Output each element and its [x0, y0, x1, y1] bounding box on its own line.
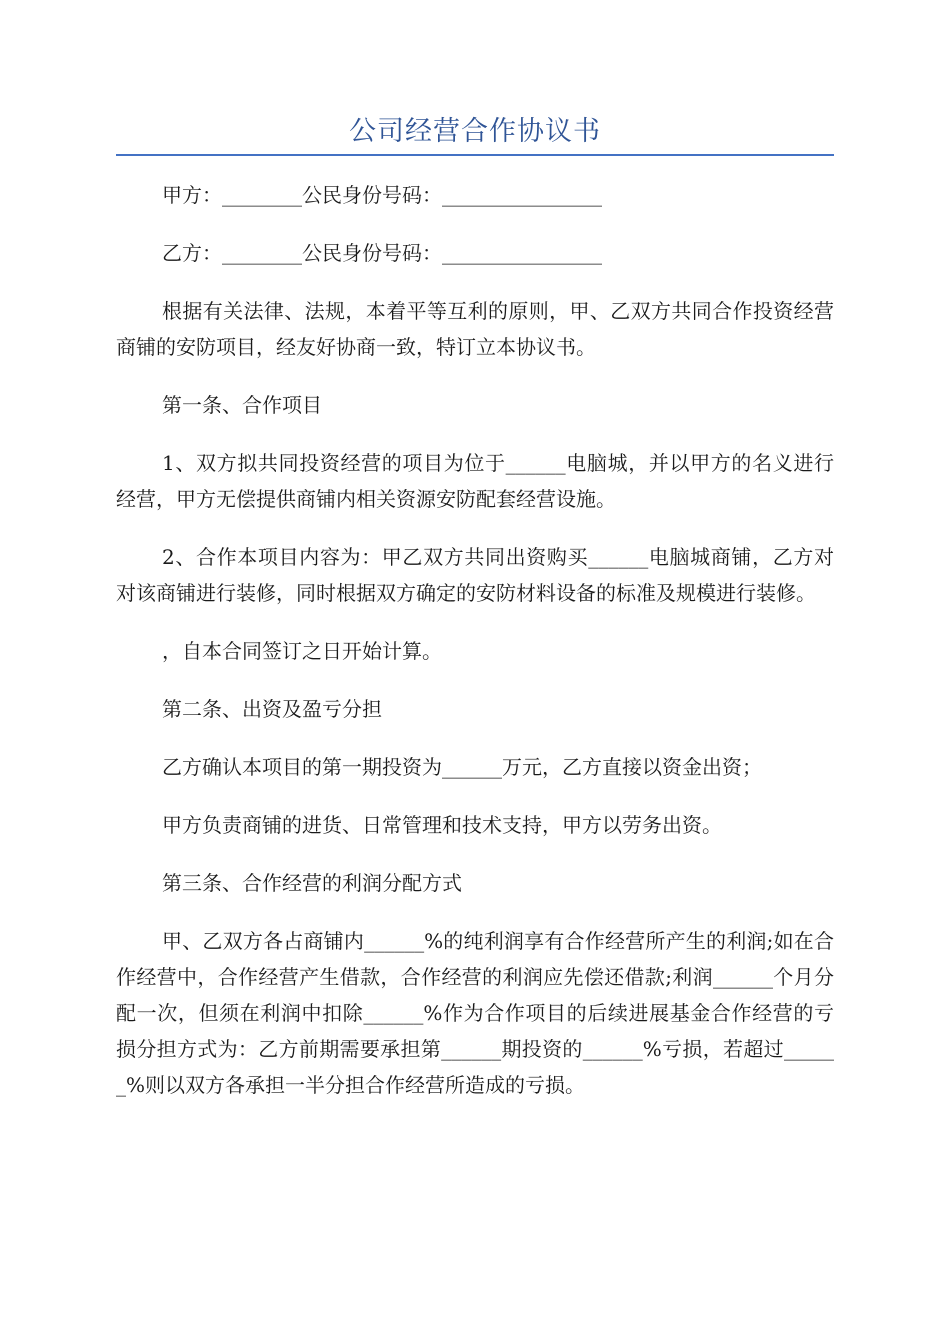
article-1-heading: 第一条、合作项目 [162, 393, 322, 417]
document-title: 公司经营合作协议书 [349, 116, 601, 147]
article-3-heading: 第三条、合作经营的利润分配方式 [162, 871, 462, 895]
party-a-line: 甲方：________公民身份号码：________________ [162, 183, 602, 207]
party-b-line: 乙方：________公民身份号码：________________ [162, 241, 602, 265]
title-underline [116, 154, 834, 156]
article-1-clause-3: ，自本合同签订之日开始计算。 [162, 639, 442, 663]
document-body [116, 177, 834, 1125]
article-3-clause-1: 甲、乙双方各占商铺内______%的纯利润享有合作经营所产生的利润;如在合作经营中，合作经营产生借款，合作经营的利润应先偿还借款;利润______个月分配一次，但须在利润中扣除______%作为合作项目的后续进展基金合作经营的亏损分担方式为：乙方前期需要承担第______期投资的______%亏损，若超过______%则以双方各承担一半分担合作经营所造成的亏损。 [116, 929, 834, 1097]
article-2-clause-2: 甲方负责商铺的进货、日常管理和技术支持，甲方以劳务出资。 [162, 813, 722, 837]
article-2-clause-1: 乙方确认本项目的第一期投资为______万元，乙方直接以资金出资； [162, 755, 762, 779]
article-1-clause-1: 1、双方拟共同投资经营的项目为位于______电脑城，并以甲方的名义进行经营，甲方无偿提供商铺内相关资源安防配套经营设施。 [116, 451, 834, 511]
preamble-paragraph: 根据有关法律、法规，本着平等互利的原则，甲、乙双方共同合作投资经营商铺的安防项目，经友好协商一致，特订立本协议书。 [116, 299, 834, 359]
article-1-clause-2: 2、合作本项目内容为：甲乙双方共同出资购买______电脑城商铺，乙方对对该商铺进行装修，同时根据双方确定的安防材料设备的标准及规模进行装修。 [116, 545, 834, 605]
article-2-heading: 第二条、出资及盈亏分担 [162, 697, 382, 721]
